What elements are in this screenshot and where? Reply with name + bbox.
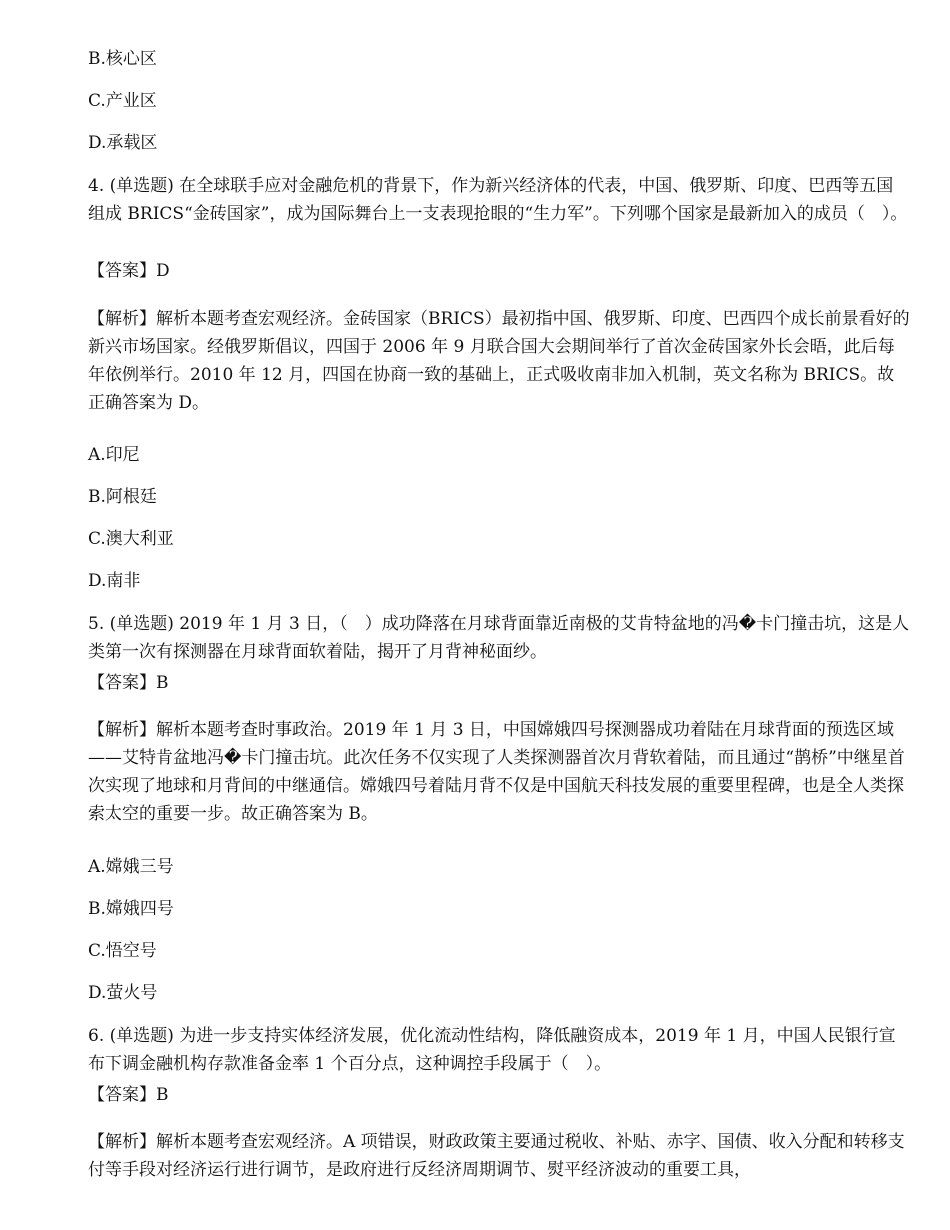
question-5-analysis: 【解析】解析本题考查时事政治。2019 年 1 月 3 日，中国嫦娥四号探测器成功着陆在月球背面的预选区域——艾特肯盆地冯�卡门撞击坑。此次任务不仅实现了人类探测器首次月背软着陆，而且通过“鹊桥”中继星首次实现了地球和月背间的中继通信。嫦娥四号着陆月背不仅是中国航天科技发展的重要里程碑，也是全人类探索太空的重要一步。故正确答案为 B。 bbox=[88, 720, 905, 824]
question-5-stem: 5. (单选题) 2019 年 1 月 3 日，（ ）成功降落在月球背面靠近南极的艾肯特盆地的冯�卡门撞击坑，这是人类第一次有探测器在月球背面软着陆，揭开了月背神秘面纱。 bbox=[88, 614, 910, 662]
question-6-answer: 【答案】B bbox=[88, 1085, 169, 1105]
option-c-q4: C.澳大利亚 bbox=[88, 529, 174, 549]
option-c-q3: C.产业区 bbox=[88, 91, 157, 111]
question-4-stem: 4. (单选题) 在全球联手应对金融危机的背景下，作为新兴经济体的代表，中国、俄罗斯、印度、巴西等五国组成 BRICS“金砖国家”，成为国际舞台上一支表现抢眼的“生力军”。下列哪个国家是最新加入的成员（ ）。 bbox=[88, 176, 908, 224]
option-b-q5: B.嫦娥四号 bbox=[88, 899, 174, 919]
option-a-q4: A.印尼 bbox=[88, 445, 140, 465]
question-6-analysis: 【解析】解析本题考查宏观经济。A 项错误，财政政策主要通过税收、补贴、赤字、国债、收入分配和转移支付等手段对经济运行进行调节，是政府进行反经济周期调节、熨平经济波动的重要工具， bbox=[88, 1132, 905, 1180]
question-5-answer: 【答案】B bbox=[88, 673, 169, 693]
question-4-analysis: 【解析】解析本题考查宏观经济。金砖国家（BRICS）最初指中国、俄罗斯、印度、巴西四个成长前景看好的新兴市场国家。经俄罗斯倡议，四国于 2006 年 9 月联合国大会期间举行了首次金砖国家外长会晤，此后每年依例举行。2010 年 12 月，四国在协商一致的基础上，正式吸收南非加入机制，英文名称为 BRICS。故正确答案为 D。 bbox=[88, 309, 910, 413]
option-a-q5: A.嫦娥三号 bbox=[88, 857, 174, 877]
option-b-q3: B.核心区 bbox=[88, 49, 157, 69]
question-6-stem: 6. (单选题) 为进一步支持实体经济发展，优化流动性结构，降低融资成本，2019 年 1 月，中国人民银行宣布下调金融机构存款准备金率 1 个百分点，这种调控手段属于（ ）。 bbox=[88, 1026, 896, 1074]
question-4-answer: 【答案】D bbox=[88, 261, 170, 281]
option-d-q3: D.承载区 bbox=[88, 133, 158, 153]
option-d-q5: D.萤火号 bbox=[88, 983, 158, 1003]
option-b-q4: B.阿根廷 bbox=[88, 487, 157, 507]
option-c-q5: C.悟空号 bbox=[88, 941, 157, 961]
option-d-q4: D.南非 bbox=[88, 571, 141, 591]
